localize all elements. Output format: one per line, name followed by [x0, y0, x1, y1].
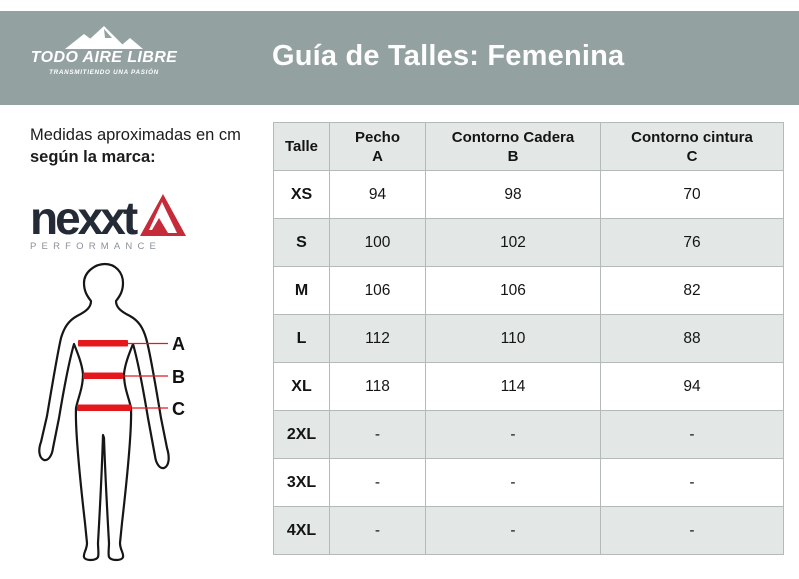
- value-cell: 106: [426, 267, 601, 315]
- col-header-cadera: [426, 123, 601, 171]
- nexxt-mountain-icon: [139, 193, 187, 237]
- nexxt-subtitle: PERFORMANCE: [30, 241, 162, 252]
- brand-name: TODO AIRE LIBRE: [30, 49, 178, 66]
- size-cell: 4XL: [274, 507, 330, 555]
- col-header-cintura: [601, 123, 784, 171]
- value-cell: 114: [426, 363, 601, 411]
- value-cell: -: [601, 459, 784, 507]
- value-cell: 88: [601, 315, 784, 363]
- table-row: [274, 267, 784, 315]
- value-cell: -: [601, 507, 784, 555]
- value-cell: 106: [330, 267, 426, 315]
- value-cell: 112: [330, 315, 426, 363]
- nexxt-logo: [30, 193, 198, 252]
- size-table: [273, 122, 784, 555]
- value-cell: 76: [601, 219, 784, 267]
- value-cell: 118: [330, 363, 426, 411]
- waist-measure-bar: [83, 373, 123, 380]
- size-cell: M: [274, 267, 330, 315]
- label-a: A: [172, 334, 185, 354]
- size-cell: 2XL: [274, 411, 330, 459]
- mountains-icon: [61, 24, 147, 51]
- chest-measure-bar: [78, 340, 128, 347]
- body-silhouette: [39, 264, 168, 560]
- value-cell: 110: [426, 315, 601, 363]
- value-cell: 98: [426, 171, 601, 219]
- intro-line2: según la marca:: [30, 148, 156, 166]
- value-cell: -: [330, 411, 426, 459]
- size-cell: 3XL: [274, 459, 330, 507]
- value-cell: 100: [330, 219, 426, 267]
- col-label: Contorno cintura: [631, 128, 753, 146]
- value-cell: 94: [330, 171, 426, 219]
- size-cell: S: [274, 219, 330, 267]
- header-band: [0, 11, 799, 105]
- size-cell: L: [274, 315, 330, 363]
- col-label: Talle: [284, 138, 319, 155]
- hip-measure-bar: [77, 405, 131, 412]
- value-cell: 70: [601, 171, 784, 219]
- brand-logo: [24, 24, 184, 76]
- value-cell: -: [330, 507, 426, 555]
- table-header-row: [274, 123, 784, 171]
- size-cell: XS: [274, 171, 330, 219]
- col-header-talle: [274, 123, 330, 171]
- value-cell: -: [426, 411, 601, 459]
- table-row: [274, 363, 784, 411]
- table-row: [274, 219, 784, 267]
- value-cell: -: [426, 507, 601, 555]
- nexxt-wordmark: nexxt: [30, 192, 136, 244]
- value-cell: -: [426, 459, 601, 507]
- label-c: C: [172, 399, 185, 419]
- table-row: [274, 315, 784, 363]
- label-b: B: [172, 367, 185, 387]
- intro-line1: Medidas aproximadas en cm: [30, 126, 241, 144]
- size-cell: XL: [274, 363, 330, 411]
- col-label: Pecho: [354, 128, 400, 146]
- col-sub: B: [507, 147, 519, 165]
- value-cell: 82: [601, 267, 784, 315]
- table-row: [274, 459, 784, 507]
- value-cell: 102: [426, 219, 601, 267]
- col-sub: C: [686, 147, 698, 165]
- value-cell: 94: [601, 363, 784, 411]
- value-cell: -: [601, 411, 784, 459]
- body-measurement-figure: [10, 248, 220, 573]
- page-title: Guía de Talles: Femenina: [272, 40, 625, 73]
- table-row: [274, 507, 784, 555]
- col-header-pecho: [330, 123, 426, 171]
- intro-text: [30, 124, 241, 168]
- table-row: [274, 171, 784, 219]
- col-label: Contorno Cadera: [451, 128, 575, 146]
- brand-tagline: TRANSMITIENDO UNA PASIÓN: [49, 69, 159, 76]
- col-sub: A: [372, 147, 383, 165]
- table-row: [274, 411, 784, 459]
- value-cell: -: [330, 459, 426, 507]
